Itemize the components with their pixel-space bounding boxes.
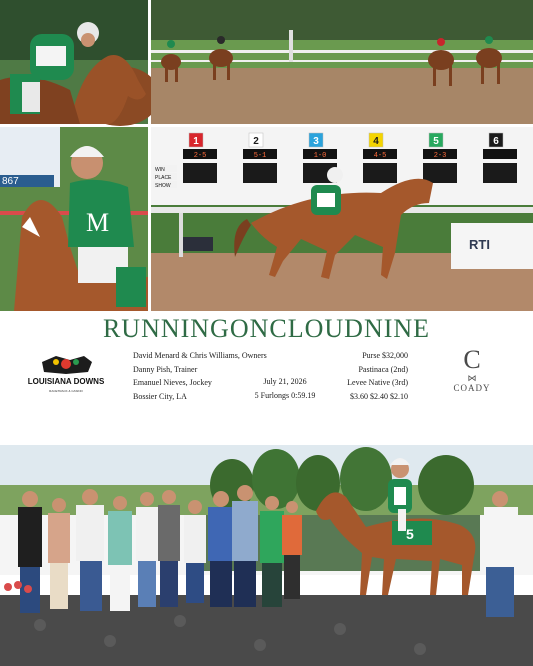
photo-winners-circle xyxy=(0,445,533,666)
photo-jockey-portrait xyxy=(0,127,148,311)
logo-wordmark: LOUISIANA DOWNS xyxy=(27,377,105,386)
tote-post-label: 2 xyxy=(253,136,259,147)
tote-odds-value: 2-5 xyxy=(193,152,207,160)
owners-line: David Menard & Chris Williams, Owners xyxy=(133,351,267,360)
tote-post-label: 3 xyxy=(313,136,319,147)
rail-number: 867 xyxy=(2,176,19,187)
tote-odds-cell xyxy=(483,149,517,159)
photographer-logo xyxy=(449,346,495,393)
trainer-line: Danny Pish, Trainer xyxy=(133,364,198,374)
logo-tagline: RACETRACK & CASINO xyxy=(49,389,83,393)
purse-line: Purse $32,000 xyxy=(362,351,408,360)
tote-pool-cell xyxy=(183,163,217,183)
silk-letter: M xyxy=(86,208,110,237)
horse-name-title: RUNNINGONCLOUDNINE xyxy=(102,314,431,343)
tote-odds-value: 5-1 xyxy=(253,152,267,160)
tote-odds-value: 2-3 xyxy=(433,152,447,160)
race-distance-time: 5 Furlongs 0:59.19 xyxy=(254,390,316,400)
tote-row-label: SHOW xyxy=(155,183,171,189)
tote-post-label: 6 xyxy=(493,136,499,147)
photographer-name: COADY xyxy=(453,383,491,393)
second-place-line: Pastinaca (2nd) xyxy=(358,364,408,374)
tote-odds-value: 4-5 xyxy=(373,152,387,160)
tote-pool-cell xyxy=(423,163,457,183)
photo-race-backstretch xyxy=(151,0,533,124)
photo-finish-line xyxy=(151,127,533,311)
track-logo xyxy=(27,350,105,402)
tote-row-label: PLACE xyxy=(155,175,172,181)
race-results xyxy=(336,349,408,403)
bowtie-icon: ⋈ xyxy=(467,373,477,383)
third-place-line: Levee Native (3rd) xyxy=(347,378,408,387)
tote-pool-cell xyxy=(243,163,277,183)
sponsor-sign: RTI xyxy=(469,237,490,252)
saddle-cloth-number: 5 xyxy=(406,526,414,542)
jockey-line: Emanuel Nieves, Jockey xyxy=(133,378,212,387)
race-info xyxy=(247,375,323,402)
photographer-initial: C xyxy=(463,345,481,374)
race-date: July 21, 2026 xyxy=(263,377,307,386)
tote-post-label: 4 xyxy=(373,136,379,147)
tote-post-label: 5 xyxy=(433,136,439,147)
photo-jockey-warmup xyxy=(0,0,148,124)
tote-pool-cell xyxy=(483,163,517,183)
tote-post-label: 1 xyxy=(193,136,199,147)
payouts-line: $3.60 $2.40 $2.10 xyxy=(350,391,408,401)
tote-row-label: WIN xyxy=(155,167,165,173)
location-line: Bossier City, LA xyxy=(133,391,187,401)
tote-odds-value: 1-0 xyxy=(313,152,327,160)
tote-pool-cell xyxy=(363,163,397,183)
